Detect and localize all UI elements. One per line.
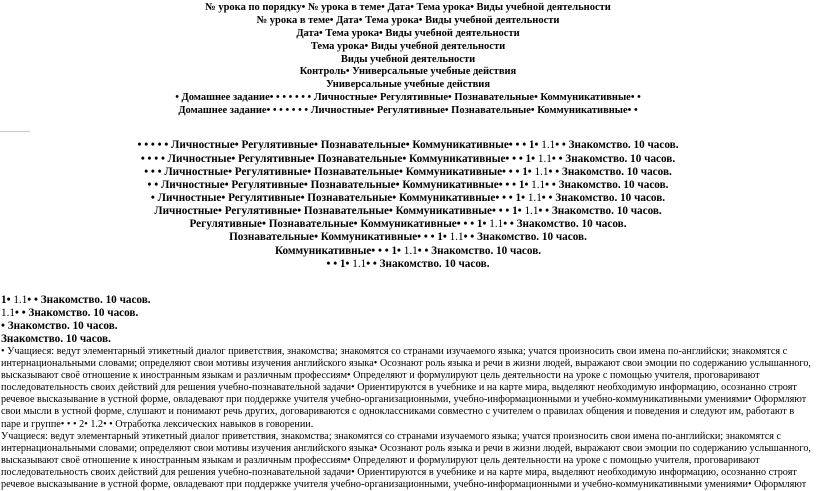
header-line-4: Тема урока• Виды учебной деятельности <box>310 41 506 52</box>
lesson-number: 1.1 <box>541 139 556 151</box>
lesson-number: 1.1 <box>403 245 418 257</box>
lesson-line-suffix: • • Знакомство. 10 часов. <box>14 307 139 319</box>
lesson-line <box>0 192 816 204</box>
lesson-number: 1.1 <box>449 231 464 243</box>
header-line-1: № урока по порядку• № урока в теме• Дата• Тема урока• Виды учебной деятельности <box>205 2 611 13</box>
lesson-number: 1.1 <box>489 218 504 230</box>
lesson-line-prefix: Познавательные• Коммуникативные• • • 1• <box>229 231 450 243</box>
lesson-line <box>0 139 816 151</box>
lesson-number: 1.1 <box>531 179 546 191</box>
body-paragraph: Учащиеся: ведут элементарный этикетный диалог приветствия, знакомства; знакомятся со странами изучаемого языка; учатся произносить свои имена по-английски; знакомятся с интернациональными словами; определяют свои мотивы изучения английского языка• Осознают роль языка и речи в жизни людей, выражают свои эмоции по содержанию услышанного, высказывают своё отношение к иностранным языкам и различным профессиям• Определяют и формулируют цель деятельности на уроке с помощью учителя, проговаривают последовательность своих действий для решения учебно-познавательной задачи• Ориентируются в учебнике и на карте мира, выделяют необходимую информацию, осознанно строят речевое высказывание в устной форме, овладевают при поддержке учителя учебно-организационными, учебно-информационными и учебно-коммуникативными умениями• Оформляют <box>1 430 811 491</box>
lesson-number: 1.1 <box>524 205 539 217</box>
lesson-line-suffix: • • Знакомство. 10 часов. <box>555 139 679 151</box>
lesson-line-suffix: • • Знакомство. 10 часов. <box>545 179 669 191</box>
lesson-line-left <box>1 307 138 319</box>
header-line-5: Виды учебной деятельности <box>340 54 476 65</box>
lesson-line-suffix: • • Знакомство. 10 часов. <box>366 258 490 270</box>
lesson-number: 1.1 <box>13 294 28 306</box>
header-line-9: Домашнее задание• • • • • • • Личностные• Регулятивные• Познавательные• Коммуникативные• • <box>178 105 638 116</box>
lesson-line-prefix: • • Личностные• Регулятивные• Познавательные• Коммуникативные• • • 1• <box>147 179 532 191</box>
lesson-line-prefix: Знакомство. 10 часов. <box>1 333 111 345</box>
lesson-line-prefix: • • • Личностные• Регулятивные• Познавательные• Коммуникативные• • • 1• <box>144 166 535 178</box>
lesson-line-suffix: • • Знакомство. 10 часов. <box>27 294 151 306</box>
lesson-line-suffix: • • Знакомство. 10 часов. <box>538 205 662 217</box>
header-line-8: • Домашнее задание• • • • • • • Личностные• Регулятивные• Познавательные• Коммуникативные• • <box>175 92 641 103</box>
lesson-line-suffix: • • Знакомство. 10 часов. <box>548 166 672 178</box>
lesson-line-left <box>1 333 111 345</box>
lesson-number: 1.1 <box>1 307 15 319</box>
lesson-number: 1.1 <box>527 192 542 204</box>
lesson-line <box>0 245 816 257</box>
lesson-number: 1.1 <box>534 166 549 178</box>
lesson-line-suffix: • • Знакомство. 10 часов. <box>541 192 666 204</box>
lesson-line-prefix: Коммуникативные• • • 1• <box>274 245 404 257</box>
lesson-line-prefix: Личностные• Регулятивные• Познавательные• Коммуникативные• • • 1• <box>154 205 525 217</box>
lesson-line-prefix: • • • • Личностные• Регулятивные• Познавательные• Коммуникативные• • • 1• <box>140 153 538 165</box>
header-line-2: № урока в теме• Дата• Тема урока• Виды учебной деятельности <box>256 15 560 26</box>
lesson-line <box>0 205 816 217</box>
page-divider <box>0 131 30 132</box>
lesson-line-suffix: • • Знакомство. 10 часов. <box>463 231 587 243</box>
lesson-line-prefix: • Личностные• Регулятивные• Познавательные• Коммуникативные• • • 1• <box>150 192 528 204</box>
lesson-line <box>0 231 816 243</box>
lesson-line-prefix: 1• <box>1 294 14 306</box>
lesson-line-prefix: • • • • • Личностные• Регулятивные• Познавательные• Коммуникативные• • • 1• <box>137 139 542 151</box>
lesson-number: 1.1 <box>352 258 367 270</box>
lesson-description <box>1 346 813 491</box>
lesson-line <box>0 179 816 191</box>
header-line-6: Контроль• Универсальные учебные действия <box>299 66 517 77</box>
lesson-line <box>0 153 816 165</box>
lesson-line-suffix: • • Знакомство. 10 часов. <box>503 218 627 230</box>
lesson-line-prefix: • Знакомство. 10 часов. <box>1 320 118 332</box>
lesson-line <box>0 166 816 178</box>
lesson-line-prefix: • • 1• <box>326 258 353 270</box>
lesson-line-left <box>1 320 118 332</box>
body-paragraph: • Учащиеся: ведут элементарный этикетный диалог приветствия, знакомства; знакомятся со странами изучаемого языка; учатся произносить свои имена по-английски; знакомятся с интернациональными словами; определяют свои мотивы изучения английского языка• Осознают роль языка и речи в жизни людей, выражают свои эмоции по содержанию услышанного, высказывают своё отношение к иностранным языкам и различным профессиям• Определяют и формулируют цель деятельности на уроке с помощью учителя, проговаривают последовательность своих действий для решения учебно-познавательной задачи• Ориентируются в учебнике и на карте мира, выделяют необходимую информацию, осознанно строят речевое высказывание в устной форме, овладевают при поддержке учителя учебно-организационными, учебно-информационными и учебно-коммуникативными умениями• Оформляют свои мысли в устной форме, слушают и понимают речь других, договариваются с одноклассниками совместно с учителем о правилах общения и поведения и следуют им, работают в паре и группе• • • 2• 1.2• • Отработка лексических навыков в говорении. <box>1 346 811 430</box>
lesson-line-suffix: • • Знакомство. 10 часов. <box>417 245 542 257</box>
lesson-line-prefix: Регулятивные• Познавательные• Коммуникативные• • • 1• <box>189 218 490 230</box>
lesson-number: 1.1 <box>537 153 552 165</box>
header-line-3: Дата• Тема урока• Виды учебной деятельности <box>296 28 520 39</box>
lesson-line <box>0 218 816 230</box>
lesson-line-suffix: • • Знакомство. 10 часов. <box>551 153 676 165</box>
lesson-line <box>0 258 816 270</box>
lesson-line-left <box>1 294 151 306</box>
header-line-7: Универсальные учебные действия <box>325 79 491 90</box>
